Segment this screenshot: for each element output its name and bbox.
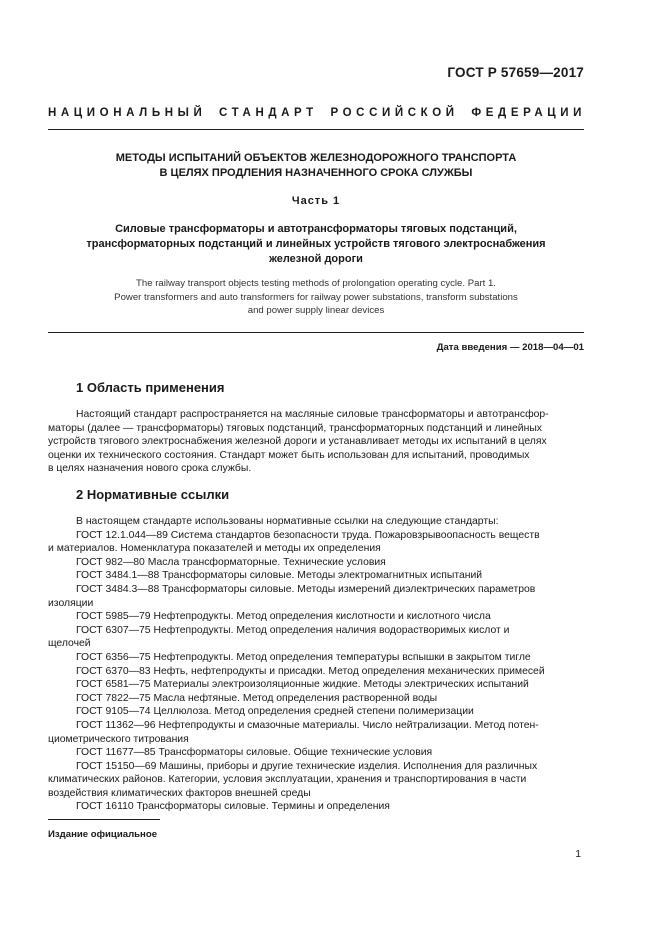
reference-line: ГОСТ 5985—79 Нефтепродукты. Метод определения кислотности и кислотного числа	[76, 611, 491, 623]
national-standard-header: НАЦИОНАЛЬНЫЙ СТАНДАРТ РОССИЙСКОЙ ФЕДЕРАЦИИ	[48, 107, 586, 119]
official-edition-label: Издание официальное	[48, 829, 158, 840]
english-title-line: The railway transport objects testing methods of prolongation operating cycle. Part 1.	[136, 278, 496, 289]
english-title-line: and power supply linear devices	[247, 305, 385, 316]
document-title	[48, 151, 584, 181]
reference-line: ГОСТ 6370—83 Нефть, нефтепродукты и присадки. Метод определения механических примесей	[76, 665, 545, 677]
reference-line: ГОСТ 982—80 Масла трансформаторные. Технические условия	[76, 556, 386, 568]
subtitle-line: железной дороги	[269, 253, 363, 265]
part-label: Часть 1	[291, 195, 341, 207]
reference-line: воздействия климатических факторов внешней среды	[48, 787, 311, 799]
section-references-body	[48, 515, 584, 814]
section-scope-body	[48, 408, 584, 476]
paragraph-line: Настоящий стандарт распространяется на масляные силовые трансформаторы и автотрансфор-	[76, 409, 549, 420]
reference-line: ГОСТ 16110 Трансформаторы силовые. Термины и определения	[76, 801, 390, 813]
reference-line: ГОСТ 6581—75 Материалы электроизоляционные жидкие. Методы электрических испытаний	[76, 679, 529, 691]
reference-line: ГОСТ 9105—74 Целлюлоза. Метод определения средней степени полимеризации	[76, 706, 474, 718]
paragraph-line: устройств тягового электроснабжения железной дороги и устанавливает методы их испытаний в целях	[48, 436, 547, 448]
title-line: В ЦЕЛЯХ ПРОДЛЕНИЯ НАЗНАЧЕННОГО СРОКА СЛУЖБЫ	[159, 167, 473, 179]
reference-line: ГОСТ 3484.1—88 Трансформаторы силовые. Методы электромагнитных испытаний	[76, 570, 483, 582]
reference-line: ГОСТ 11677—85 Трансформаторы силовые. Общие технические условия	[76, 747, 433, 759]
subtitle-line: трансформаторных подстанций и линейных устройств тягового электроснабжения	[86, 238, 546, 250]
paragraph-line: оценки их технического состояния. Стандарт может быть использован для испытаний, проводимых	[48, 449, 530, 461]
reference-line: климатических районов. Категории, условия эксплуатации, хранения и транспортирования в части	[48, 774, 527, 786]
reference-line: ГОСТ 12.1.044—89 Система стандартов безопасности труда. Пожаровзрывоопасность веществ	[76, 529, 540, 541]
introduction-date: Дата введения — 2018—04—01	[436, 342, 584, 353]
reference-line: циометрического титрования	[48, 733, 189, 745]
document-number: ГОСТ Р 57659—2017	[447, 65, 584, 80]
page-number: 1	[575, 849, 581, 860]
reference-line: и материалов. Номенклатура показателей и методы их определения	[48, 543, 381, 555]
header-divider	[48, 129, 584, 130]
title-line: МЕТОДЫ ИСПЫТАНИЙ ОБЪЕКТОВ ЖЕЛЕЗНОДОРОЖНОГО ТРАНСПОРТА	[115, 152, 517, 164]
reference-line: ГОСТ 7822—75 Масла нефтяные. Метод определения растворенной воды	[76, 692, 438, 704]
reference-line: изоляции	[48, 597, 94, 609]
subtitle-line: Силовые трансформаторы и автотрансформаторы тяговых подстанций,	[115, 223, 517, 235]
reference-line: ГОСТ 11362—96 Нефтепродукты и смазочные материалы. Число нейтрализации. Метод потен-	[76, 719, 539, 731]
footer-divider	[48, 819, 160, 820]
english-title-line: Power transformers and auto transformers for railway power substations, transform substations	[114, 291, 518, 303]
title-divider	[48, 332, 584, 333]
reference-line: щелочей	[48, 638, 91, 650]
paragraph-line: в целях назначения нового срока службы.	[48, 463, 252, 475]
paragraph-line: маторы (далее — трансформаторы) тяговых подстанций, трансформаторных подстанций и линейных	[48, 422, 542, 434]
reference-line: ГОСТ 3484.3—88 Трансформаторы силовые. Методы измерений диэлектрических параметров	[76, 583, 536, 595]
reference-line: ГОСТ 6356—75 Нефтепродукты. Метод определения температуры вспышки в закрытом тигле	[76, 651, 531, 663]
reference-line: В настоящем стандарте использованы нормативные ссылки на следующие стандарты:	[76, 516, 499, 527]
english-title	[48, 277, 584, 318]
document-subtitle	[48, 222, 584, 267]
reference-line: ГОСТ 15150—69 Машины, приборы и другие технические изделия. Исполнения для различных	[76, 760, 538, 772]
reference-line: ГОСТ 6307—75 Нефтепродукты. Метод определения наличия водорастворимых кислот и	[76, 624, 510, 636]
section-heading-references: 2 Нормативные ссылки	[76, 487, 230, 502]
section-heading-scope: 1 Область применения	[76, 380, 225, 395]
